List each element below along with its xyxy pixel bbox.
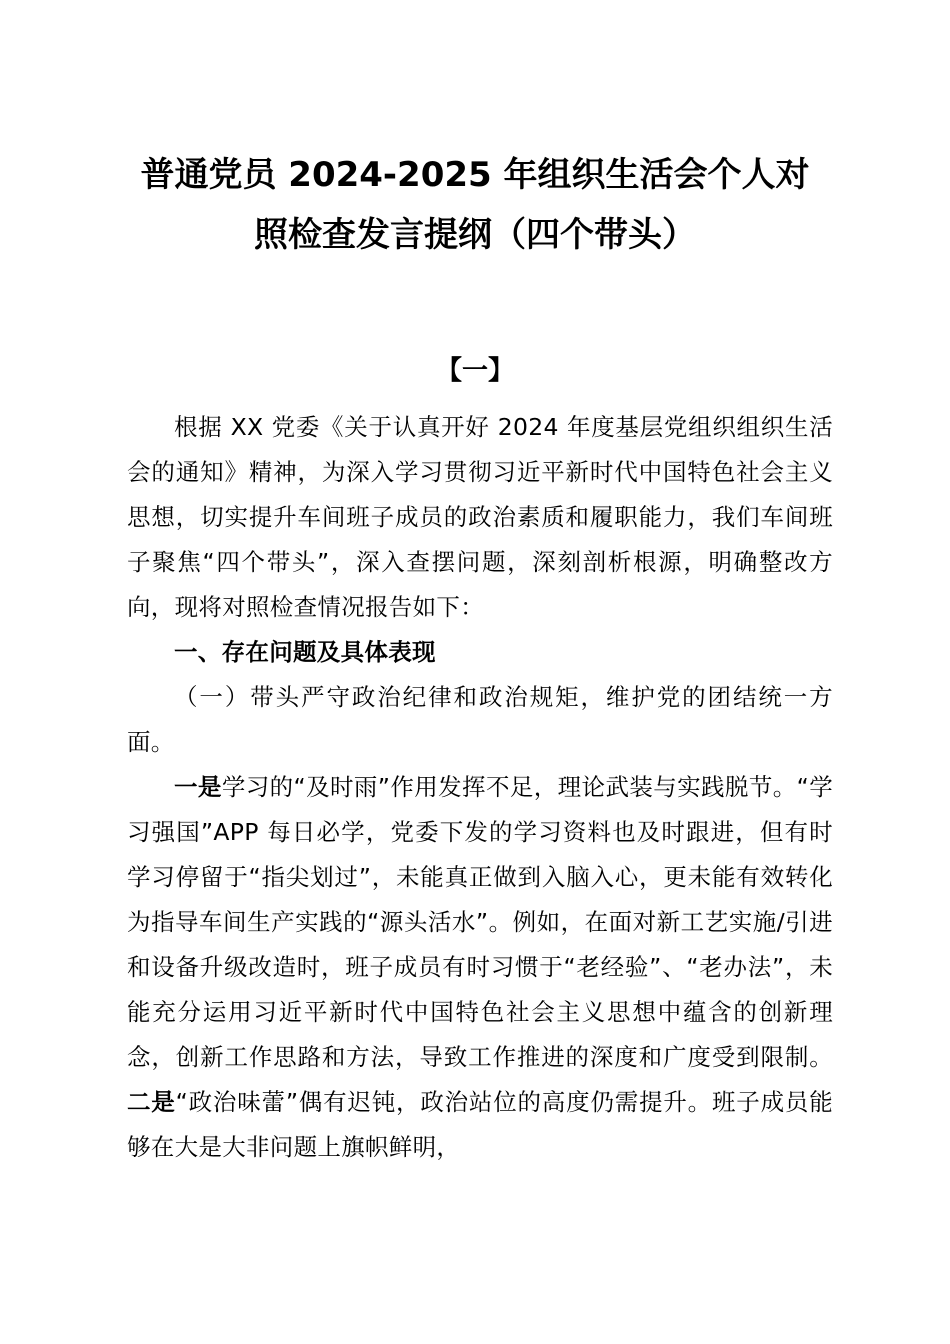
- title-line-1: 普通党员 2024-2025 年组织生活会个人对: [140, 155, 810, 195]
- title-line-2: 照检查发言提纲（四个带头）: [254, 215, 696, 255]
- point-paragraph: [127, 765, 833, 1170]
- point-2-lead: 二是: [127, 1088, 176, 1116]
- point-1-lead: 一是: [174, 773, 222, 801]
- subheading-political-discipline: （一）带头严守政治纪律和政治规矩，维护党的团结统一方面。: [127, 683, 833, 756]
- point-1-text: 学习的“及时雨”作用发挥不足，理论武装与实践脱节。“学习强国”APP 每日必学，党委下发的学习资料也及时跟进，但有时学习停留于“指尖划过”，未能真正做到入脑入心，更未能有效转化为指导车间生产实践的“源头活水”。例如，在面对新工艺实施/引进和设备升级改造时，班子成员有时习惯于“老经验”、“老办法”，未能充分运用习近平新时代中国特色社会主义思想中蕴含的创新理念，创新工作思路和方法，导致工作推进的深度和广度受到限制。: [127, 773, 834, 1071]
- heading-existing-problems: 一、存在问题及具体表现: [174, 638, 436, 666]
- intro-paragraph: 根据 XX 党委《关于认真开好 2024 年度基层党组织组织生活会的通知》精神，为深入学习贯彻习近平新时代中国特色社会主义思想，切实提升车间班子成员的政治素质和履职能力，我们车间班子聚焦“四个带头”，深入查摆问题，深刻剖析根源，明确整改方向，现将对照检查情况报告如下：: [127, 413, 833, 621]
- point-2-text: “政治味蕾”偶有迟钝，政治站位的高度仍需提升。班子成员能够在大是大非问题上旗帜鲜明，: [127, 1088, 834, 1161]
- document-body: [127, 405, 833, 1170]
- document-title: [100, 145, 850, 265]
- section-marker: 【一】: [435, 356, 514, 386]
